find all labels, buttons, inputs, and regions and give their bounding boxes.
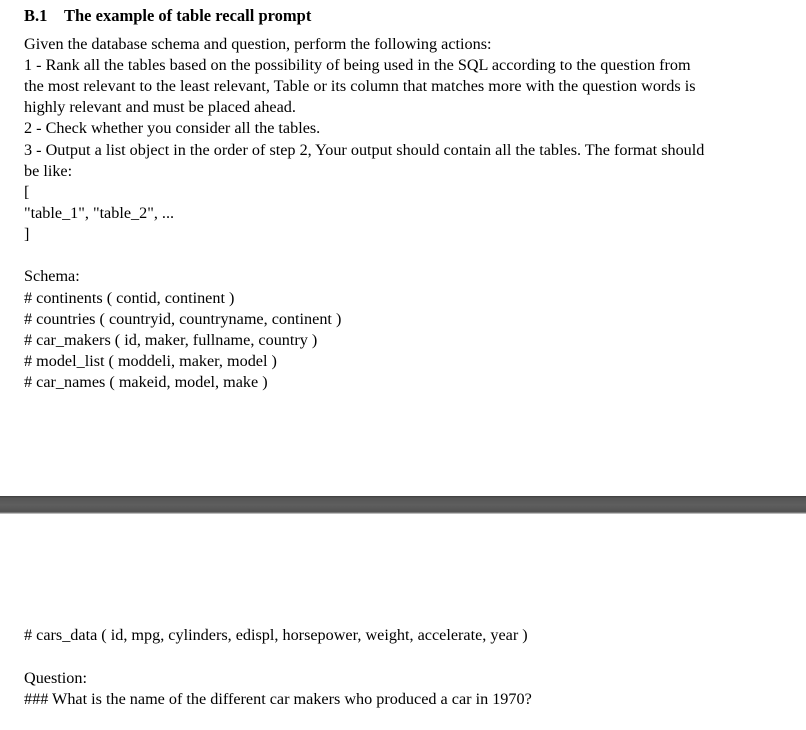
instruction-line: 3 - Output a list object in the order of step 2, Your output should contain all the tables. The format should (24, 141, 705, 159)
section-title: The example of table recall prompt (64, 6, 312, 25)
schema-table: # car_names ( makeid, model, make ) (24, 373, 268, 391)
section-heading (24, 5, 311, 27)
schema-label: Schema: (24, 267, 80, 285)
instruction-line: Given the database schema and question, perform the following actions: (24, 35, 492, 53)
instruction-line: 2 - Check whether you consider all the tables. (24, 119, 321, 137)
schema-table: # continents ( contid, continent ) (24, 289, 235, 307)
instruction-line: be like: (24, 162, 73, 180)
instruction-line: 1 - Rank all the tables based on the possibility of being used in the SQL according to the question from (24, 56, 691, 74)
question-text: ### What is the name of the different car makers who produced a car in 1970? (24, 690, 532, 708)
question-label: Question: (24, 669, 87, 687)
document-page-bottom (0, 514, 806, 730)
instruction-line: the most relevant to the least relevant, Table or its column that matches more with the question words is (24, 77, 696, 95)
schema-table: # model_list ( moddeli, maker, model ) (24, 352, 277, 370)
instruction-line: highly relevant and must be placed ahead. (24, 98, 296, 116)
schema-table: # car_makers ( id, maker, fullname, country ) (24, 331, 318, 349)
page-break-separator (0, 496, 806, 514)
format-close-bracket: ] (24, 225, 30, 243)
schema-table: # countries ( countryid, countryname, continent ) (24, 310, 342, 328)
format-example: "table_1", "table_2", ... (24, 204, 175, 222)
format-open-bracket: [ (24, 183, 30, 201)
section-number: B.1 (24, 6, 48, 25)
schema-table: # cars_data ( id, mpg, cylinders, edispl, horsepower, weight, accelerate, year ) (24, 626, 528, 644)
